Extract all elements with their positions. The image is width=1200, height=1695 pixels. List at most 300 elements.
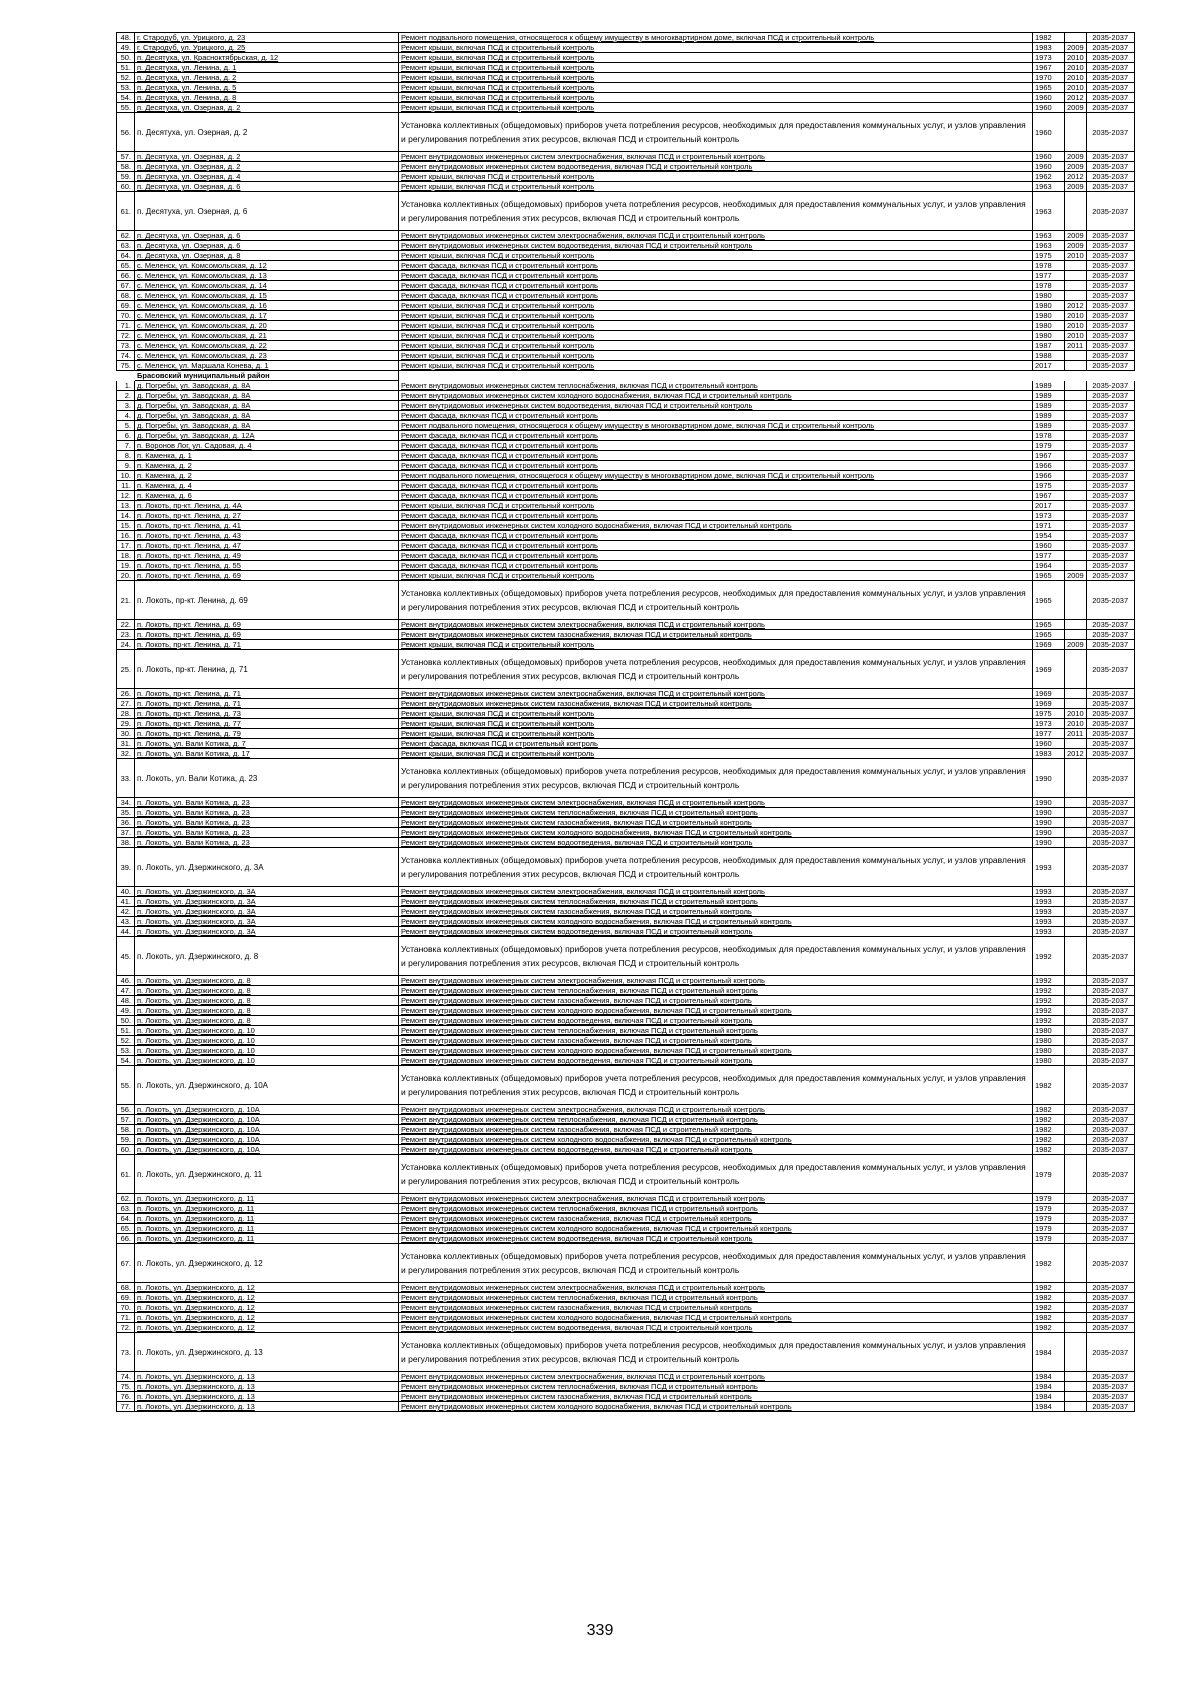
table-row bbox=[117, 501, 1135, 511]
planned-period-cell: 2035-2037 bbox=[1086, 848, 1134, 887]
planned-period-cell: 2035-2037 bbox=[1086, 640, 1134, 650]
commissioning-year-cell: 1973 bbox=[1033, 719, 1065, 729]
commissioning-year-cell: 1984 bbox=[1033, 1382, 1065, 1392]
work-type-cell: Ремонт фасада, включая ПСД и строительный контроль bbox=[399, 261, 1033, 271]
table-row bbox=[117, 491, 1135, 501]
last-repair-year-cell bbox=[1065, 1293, 1087, 1303]
address-cell: п. Локоть, ул. Дзержинского, д. 3А bbox=[135, 887, 399, 897]
row-number: 11. bbox=[117, 481, 135, 491]
commissioning-year-cell: 1965 bbox=[1033, 620, 1065, 630]
address-cell: п. Локоть, пр-кт. Ленина, д. 69 bbox=[135, 630, 399, 640]
table-row bbox=[117, 620, 1135, 630]
address-cell: п. Локоть, ул. Дзержинского, д. 10А bbox=[135, 1105, 399, 1115]
last-repair-year-cell: 2009 bbox=[1065, 43, 1087, 53]
row-number: 51. bbox=[117, 63, 135, 73]
commissioning-year-cell: 1979 bbox=[1033, 1224, 1065, 1234]
row-number: 48. bbox=[117, 33, 135, 43]
table-row bbox=[117, 897, 1135, 907]
planned-period-cell: 2035-2037 bbox=[1086, 976, 1134, 986]
row-number: 58. bbox=[117, 162, 135, 172]
work-type-cell: Ремонт внутридомовых инженерных систем холодного водоснабжения, включая ПСД и строительный контроль bbox=[399, 1224, 1033, 1234]
address-cell: п. Локоть, ул. Дзержинского, д. 8 bbox=[135, 976, 399, 986]
row-number: 17. bbox=[117, 541, 135, 551]
row-number: 34. bbox=[117, 798, 135, 808]
work-type-cell: Ремонт внутридомовых инженерных систем электроснабжения, включая ПСД и строительный контроль bbox=[399, 1105, 1033, 1115]
last-repair-year-cell bbox=[1065, 501, 1087, 511]
planned-period-cell: 2035-2037 bbox=[1086, 351, 1134, 361]
planned-period-cell: 2035-2037 bbox=[1086, 551, 1134, 561]
planned-period-cell: 2035-2037 bbox=[1086, 689, 1134, 699]
last-repair-year-cell bbox=[1065, 113, 1087, 152]
work-type-cell: Ремонт внутридомовых инженерных систем водоотведения, включая ПСД и строительный контроль bbox=[399, 838, 1033, 848]
address-cell: п. Локоть, пр-кт. Ленина, д. 73 bbox=[135, 709, 399, 719]
commissioning-year-cell: 1977 bbox=[1033, 551, 1065, 561]
planned-period-cell: 2035-2037 bbox=[1086, 491, 1134, 501]
address-cell: п. Локоть, ул. Дзержинского, д. 13 bbox=[135, 1372, 399, 1382]
planned-period-cell: 2035-2037 bbox=[1086, 729, 1134, 739]
work-type-cell bbox=[399, 371, 1033, 381]
address-cell: п. Каменка, д. 2 bbox=[135, 471, 399, 481]
row-number: 45. bbox=[117, 937, 135, 976]
address-cell: п. Локоть, ул. Вали Котика, д. 23 bbox=[135, 828, 399, 838]
planned-period-cell: 2035-2037 bbox=[1086, 1056, 1134, 1066]
table-row bbox=[117, 431, 1135, 441]
table-row bbox=[117, 1046, 1135, 1056]
table-row bbox=[117, 798, 1135, 808]
work-type-cell: Ремонт внутридомовых инженерных систем электроснабжения, включая ПСД и строительный контроль bbox=[399, 689, 1033, 699]
table-row bbox=[117, 521, 1135, 531]
last-repair-year-cell: 2012 bbox=[1065, 749, 1087, 759]
last-repair-year-cell: 2010 bbox=[1065, 719, 1087, 729]
planned-period-cell: 2035-2037 bbox=[1086, 1283, 1134, 1293]
planned-period-cell: 2035-2037 bbox=[1086, 1293, 1134, 1303]
work-type-cell: Ремонт крыши, включая ПСД и строительный контроль bbox=[399, 341, 1033, 351]
row-number: 64. bbox=[117, 251, 135, 261]
commissioning-year-cell: 1960 bbox=[1033, 152, 1065, 162]
row-number: 14. bbox=[117, 511, 135, 521]
address-cell: п. Локоть, ул. Дзержинского, д. 11 bbox=[135, 1224, 399, 1234]
planned-period-cell: 2035-2037 bbox=[1086, 907, 1134, 917]
table-row bbox=[117, 937, 1135, 976]
row-number: 7. bbox=[117, 441, 135, 451]
row-number: 2. bbox=[117, 391, 135, 401]
table-row bbox=[117, 411, 1135, 421]
table-row bbox=[117, 759, 1135, 798]
last-repair-year-cell bbox=[1065, 1066, 1087, 1105]
work-type-cell: Ремонт крыши, включая ПСД и строительный контроль bbox=[399, 571, 1033, 581]
row-number: 62. bbox=[117, 1194, 135, 1204]
commissioning-year-cell: 1978 bbox=[1033, 261, 1065, 271]
row-number: 6. bbox=[117, 431, 135, 441]
address-cell: с. Меленск, ул. Комсомольская, д. 16 bbox=[135, 301, 399, 311]
table-row bbox=[117, 976, 1135, 986]
last-repair-year-cell bbox=[1065, 1026, 1087, 1036]
work-type-cell: Ремонт внутридомовых инженерных систем холодного водоснабжения, включая ПСД и строительный контроль bbox=[399, 391, 1033, 401]
last-repair-year-cell bbox=[1065, 1313, 1087, 1323]
last-repair-year-cell bbox=[1065, 1244, 1087, 1283]
last-repair-year-cell bbox=[1065, 650, 1087, 689]
work-type-cell: Ремонт внутридомовых инженерных систем теплоснабжения, включая ПСД и строительный контроль bbox=[399, 1204, 1033, 1214]
row-number: 15. bbox=[117, 521, 135, 531]
row-number: 73. bbox=[117, 341, 135, 351]
last-repair-year-cell: 2010 bbox=[1065, 331, 1087, 341]
last-repair-year-cell bbox=[1065, 927, 1087, 937]
row-number: 65. bbox=[117, 1224, 135, 1234]
last-repair-year-cell bbox=[1065, 271, 1087, 281]
work-type-cell: Ремонт фасада, включая ПСД и строительный контроль bbox=[399, 461, 1033, 471]
work-type-cell: Ремонт внутридомовых инженерных систем электроснабжения, включая ПСД и строительный контроль bbox=[399, 1194, 1033, 1204]
commissioning-year-cell: 1979 bbox=[1033, 1204, 1065, 1214]
commissioning-year-cell: 1973 bbox=[1033, 53, 1065, 63]
address-cell: п. Локоть, ул. Дзержинского, д. 12 bbox=[135, 1313, 399, 1323]
commissioning-year-cell: 1963 bbox=[1033, 182, 1065, 192]
planned-period-cell: 2035-2037 bbox=[1086, 1402, 1134, 1412]
table-row bbox=[117, 1244, 1135, 1283]
table-row bbox=[117, 401, 1135, 411]
commissioning-year-cell: 1960 bbox=[1033, 541, 1065, 551]
address-cell: п. Локоть, ул. Дзержинского, д. 8 bbox=[135, 986, 399, 996]
table-row bbox=[117, 828, 1135, 838]
commissioning-year-cell: 1969 bbox=[1033, 699, 1065, 709]
table-row bbox=[117, 1293, 1135, 1303]
table-row bbox=[117, 818, 1135, 828]
address-cell: д. Погребы, ул. Заводская, д. 8А bbox=[135, 391, 399, 401]
commissioning-year-cell: 1978 bbox=[1033, 281, 1065, 291]
table-row bbox=[117, 341, 1135, 351]
last-repair-year-cell: 2009 bbox=[1065, 152, 1087, 162]
row-number: 48. bbox=[117, 996, 135, 1006]
work-type-cell: Ремонт внутридомовых инженерных систем водоотведения, включая ПСД и строительный контроль bbox=[399, 1016, 1033, 1026]
address-cell: п. Локоть, ул. Дзержинского, д. 3А bbox=[135, 917, 399, 927]
planned-period-cell: 2035-2037 bbox=[1086, 1392, 1134, 1402]
address-cell: п. Локоть, ул. Дзержинского, д. 10А bbox=[135, 1115, 399, 1125]
commissioning-year-cell: 1980 bbox=[1033, 1026, 1065, 1036]
work-type-cell: Ремонт подвального помещения, относящегося к общему имуществу в многоквартирном доме, включая ПСД и строительный контроль bbox=[399, 421, 1033, 431]
work-type-cell: Ремонт внутридомовых инженерных систем электроснабжения, включая ПСД и строительный контроль bbox=[399, 231, 1033, 241]
work-type-cell: Ремонт внутридомовых инженерных систем холодного водоснабжения, включая ПСД и строительный контроль bbox=[399, 828, 1033, 838]
row-number: 70. bbox=[117, 311, 135, 321]
table-row bbox=[117, 719, 1135, 729]
planned-period-cell: 2035-2037 bbox=[1086, 511, 1134, 521]
last-repair-year-cell bbox=[1065, 451, 1087, 461]
row-number: 77. bbox=[117, 1402, 135, 1412]
work-type-cell: Ремонт внутридомовых инженерных систем теплоснабжения, включая ПСД и строительный контроль bbox=[399, 1382, 1033, 1392]
work-type-cell: Ремонт подвального помещения, относящегося к общему имуществу в многоквартирном доме, включая ПСД и строительный контроль bbox=[399, 33, 1033, 43]
table-row bbox=[117, 461, 1135, 471]
table-row bbox=[117, 581, 1135, 620]
row-number: 66. bbox=[117, 1234, 135, 1244]
planned-period-cell: 2035-2037 bbox=[1086, 401, 1134, 411]
address-cell: п. Локоть, ул. Дзержинского, д. 11 bbox=[135, 1204, 399, 1214]
commissioning-year-cell: 2017 bbox=[1033, 361, 1065, 371]
work-type-cell: Ремонт крыши, включая ПСД и строительный контроль bbox=[399, 501, 1033, 511]
commissioning-year-cell: 1969 bbox=[1033, 689, 1065, 699]
last-repair-year-cell bbox=[1065, 1145, 1087, 1155]
row-number: 16. bbox=[117, 531, 135, 541]
work-type-cell: Ремонт крыши, включая ПСД и строительный контроль bbox=[399, 719, 1033, 729]
last-repair-year-cell bbox=[1065, 798, 1087, 808]
address-cell: п. Десятуха, ул. Озерная, д. 6 bbox=[135, 241, 399, 251]
table-row bbox=[117, 451, 1135, 461]
address-cell: п. Локоть, ул. Вали Котика, д. 23 bbox=[135, 798, 399, 808]
table-row bbox=[117, 1204, 1135, 1214]
row-number: 24. bbox=[117, 640, 135, 650]
row-number: 66. bbox=[117, 271, 135, 281]
commissioning-year-cell: 1993 bbox=[1033, 917, 1065, 927]
address-cell: п. Локоть, ул. Дзержинского, д. 8 bbox=[135, 996, 399, 1006]
commissioning-year-cell: 1965 bbox=[1033, 571, 1065, 581]
last-repair-year-cell bbox=[1065, 1402, 1087, 1412]
commissioning-year-cell: 1993 bbox=[1033, 897, 1065, 907]
table-row bbox=[117, 281, 1135, 291]
address-cell: п. Локоть, пр-кт. Ленина, д. 79 bbox=[135, 729, 399, 739]
row-number: 57. bbox=[117, 1115, 135, 1125]
commissioning-year-cell: 1992 bbox=[1033, 937, 1065, 976]
planned-period-cell: 2035-2037 bbox=[1086, 331, 1134, 341]
last-repair-year-cell bbox=[1065, 699, 1087, 709]
row-number: 47. bbox=[117, 986, 135, 996]
work-type-cell: Ремонт фасада, включая ПСД и строительный контроль bbox=[399, 551, 1033, 561]
planned-period-cell: 2035-2037 bbox=[1086, 1036, 1134, 1046]
table-row bbox=[117, 53, 1135, 63]
row-number bbox=[117, 371, 135, 381]
last-repair-year-cell bbox=[1065, 1135, 1087, 1145]
planned-period-cell: 2035-2037 bbox=[1086, 1105, 1134, 1115]
planned-period-cell: 2035-2037 bbox=[1086, 461, 1134, 471]
row-number: 59. bbox=[117, 172, 135, 182]
work-type-cell: Ремонт крыши, включая ПСД и строительный контроль bbox=[399, 361, 1033, 371]
last-repair-year-cell: 2010 bbox=[1065, 73, 1087, 83]
commissioning-year-cell: 1975 bbox=[1033, 709, 1065, 719]
planned-period-cell: 2035-2037 bbox=[1086, 986, 1134, 996]
address-cell: п. Локоть, ул. Дзержинского, д. 11 bbox=[135, 1214, 399, 1224]
last-repair-year-cell bbox=[1065, 1382, 1087, 1392]
planned-period-cell: 2035-2037 bbox=[1086, 93, 1134, 103]
section-title: Брасовский муниципальный район bbox=[135, 371, 399, 381]
address-cell: п. Локоть, ул. Дзержинского, д. 10 bbox=[135, 1056, 399, 1066]
planned-period-cell: 2035-2037 bbox=[1086, 281, 1134, 291]
table-row bbox=[117, 927, 1135, 937]
work-type-cell: Ремонт подвального помещения, относящегося к общему имуществу в многоквартирном доме, включая ПСД и строительный контроль bbox=[399, 471, 1033, 481]
commissioning-year-cell: 1963 bbox=[1033, 241, 1065, 251]
row-number: 31. bbox=[117, 739, 135, 749]
commissioning-year-cell: 1982 bbox=[1033, 1283, 1065, 1293]
work-type-cell: Ремонт крыши, включая ПСД и строительный контроль bbox=[399, 73, 1033, 83]
work-type-cell: Ремонт крыши, включая ПСД и строительный контроль bbox=[399, 63, 1033, 73]
work-type-cell: Ремонт внутридомовых инженерных систем водоотведения, включая ПСД и строительный контроль bbox=[399, 162, 1033, 172]
table-row bbox=[117, 63, 1135, 73]
planned-period-cell: 2035-2037 bbox=[1086, 838, 1134, 848]
last-repair-year-cell bbox=[1065, 431, 1087, 441]
table-row bbox=[117, 441, 1135, 451]
address-cell: п. Локоть, ул. Дзержинского, д. 10 bbox=[135, 1046, 399, 1056]
work-type-cell: Ремонт крыши, включая ПСД и строительный контроль bbox=[399, 182, 1033, 192]
table-row bbox=[117, 986, 1135, 996]
commissioning-year-cell: 1960 bbox=[1033, 739, 1065, 749]
work-type-cell: Ремонт крыши, включая ПСД и строительный контроль bbox=[399, 729, 1033, 739]
planned-period-cell: 2035-2037 bbox=[1086, 301, 1134, 311]
work-type-cell: Установка коллективных (общедомовых) приборов учета потребления ресурсов, необходимых для предоставления коммунальных услуг, и узлов управления и регулирования потребления этих ресурсов, включая ПСД и строительный контроль bbox=[399, 192, 1033, 231]
commissioning-year-cell: 1982 bbox=[1033, 1244, 1065, 1283]
planned-period-cell: 2035-2037 bbox=[1086, 431, 1134, 441]
planned-period-cell: 2035-2037 bbox=[1086, 1313, 1134, 1323]
planned-period-cell: 2035-2037 bbox=[1086, 1006, 1134, 1016]
planned-period-cell: 2035-2037 bbox=[1086, 798, 1134, 808]
table-row bbox=[117, 1372, 1135, 1382]
planned-period-cell: 2035-2037 bbox=[1086, 1303, 1134, 1313]
address-cell: п. Локоть, ул. Вали Котика, д. 23 bbox=[135, 808, 399, 818]
commissioning-year-cell: 1971 bbox=[1033, 521, 1065, 531]
address-cell: п. Десятуха, ул. Озерная, д. 8 bbox=[135, 251, 399, 261]
commissioning-year-cell: 1993 bbox=[1033, 887, 1065, 897]
work-type-cell: Ремонт внутридомовых инженерных систем электроснабжения, включая ПСД и строительный контроль bbox=[399, 798, 1033, 808]
planned-period-cell: 2035-2037 bbox=[1086, 53, 1134, 63]
commissioning-year-cell: 1984 bbox=[1033, 1402, 1065, 1412]
table-row bbox=[117, 481, 1135, 491]
row-number: 61. bbox=[117, 1155, 135, 1194]
row-number: 46. bbox=[117, 976, 135, 986]
table-row bbox=[117, 531, 1135, 541]
work-type-cell: Ремонт внутридомовых инженерных систем газоснабжения, включая ПСД и строительный контроль bbox=[399, 996, 1033, 1006]
address-cell: с. Меленск, ул. Комсомольская, д. 14 bbox=[135, 281, 399, 291]
last-repair-year-cell: 2009 bbox=[1065, 103, 1087, 113]
address-cell: п. Локоть, ул. Дзержинского, д. 3А bbox=[135, 907, 399, 917]
planned-period-cell: 2035-2037 bbox=[1086, 1204, 1134, 1214]
table-row bbox=[117, 351, 1135, 361]
row-number: 73. bbox=[117, 1333, 135, 1372]
row-number: 5. bbox=[117, 421, 135, 431]
work-type-cell: Ремонт внутридомовых инженерных систем электроснабжения, включая ПСД и строительный контроль bbox=[399, 1372, 1033, 1382]
commissioning-year-cell: 1983 bbox=[1033, 749, 1065, 759]
planned-period-cell: 2035-2037 bbox=[1086, 321, 1134, 331]
table-row bbox=[117, 33, 1135, 43]
row-number: 52. bbox=[117, 73, 135, 83]
commissioning-year-cell: 1982 bbox=[1033, 1293, 1065, 1303]
planned-period-cell: 2035-2037 bbox=[1086, 1155, 1134, 1194]
last-repair-year-cell bbox=[1065, 491, 1087, 501]
work-type-cell: Ремонт фасада, включая ПСД и строительный контроль bbox=[399, 541, 1033, 551]
last-repair-year-cell: 2011 bbox=[1065, 729, 1087, 739]
address-cell: п. Локоть, ул. Дзержинского, д. 13 bbox=[135, 1402, 399, 1412]
row-number: 29. bbox=[117, 719, 135, 729]
planned-period-cell: 2035-2037 bbox=[1086, 897, 1134, 907]
address-cell: п. Локоть, пр-кт. Ленина, д. 4А bbox=[135, 501, 399, 511]
row-number: 30. bbox=[117, 729, 135, 739]
row-number: 64. bbox=[117, 1214, 135, 1224]
address-cell: п. Десятуха, ул. Красноктябрьская, д. 12 bbox=[135, 53, 399, 63]
row-number: 26. bbox=[117, 689, 135, 699]
last-repair-year-cell bbox=[1065, 986, 1087, 996]
table-row bbox=[117, 241, 1135, 251]
last-repair-year-cell bbox=[1065, 1046, 1087, 1056]
last-repair-year-cell bbox=[1065, 1234, 1087, 1244]
work-type-cell: Ремонт внутридомовых инженерных систем электроснабжения, включая ПСД и строительный контроль bbox=[399, 887, 1033, 897]
address-cell: п. Воронов Лог, ул. Садовая, д. 4 bbox=[135, 441, 399, 451]
last-repair-year-cell bbox=[1065, 391, 1087, 401]
address-cell: п. Десятуха, ул. Озерная, д. 2 bbox=[135, 113, 399, 152]
last-repair-year-cell bbox=[1065, 1036, 1087, 1046]
table-row bbox=[117, 1382, 1135, 1392]
address-cell: п. Локоть, пр-кт. Ленина, д. 69 bbox=[135, 620, 399, 630]
last-repair-year-cell bbox=[1065, 1006, 1087, 1016]
work-type-cell: Ремонт крыши, включая ПСД и строительный контроль bbox=[399, 640, 1033, 650]
last-repair-year-cell: 2010 bbox=[1065, 311, 1087, 321]
table-row bbox=[117, 331, 1135, 341]
work-type-cell: Ремонт внутридомовых инженерных систем теплоснабжения, включая ПСД и строительный контроль bbox=[399, 381, 1033, 391]
commissioning-year-cell: 1980 bbox=[1033, 311, 1065, 321]
row-number: 51. bbox=[117, 1026, 135, 1036]
last-repair-year-cell bbox=[1065, 441, 1087, 451]
last-repair-year-cell bbox=[1065, 937, 1087, 976]
row-number: 59. bbox=[117, 1135, 135, 1145]
work-type-cell: Ремонт внутридомовых инженерных систем холодного водоснабжения, включая ПСД и строительный контроль bbox=[399, 521, 1033, 531]
work-type-cell: Ремонт крыши, включая ПСД и строительный контроль bbox=[399, 321, 1033, 331]
planned-period-cell: 2035-2037 bbox=[1086, 182, 1134, 192]
address-cell: п. Локоть, пр-кт. Ленина, д. 71 bbox=[135, 689, 399, 699]
address-cell: п. Локоть, ул. Дзержинского, д. 8 bbox=[135, 1016, 399, 1026]
commissioning-year-cell: 1989 bbox=[1033, 411, 1065, 421]
work-type-cell: Ремонт внутридомовых инженерных систем газоснабжения, включая ПСД и строительный контроль bbox=[399, 818, 1033, 828]
commissioning-year-cell: 1973 bbox=[1033, 511, 1065, 521]
planned-period-cell: 2035-2037 bbox=[1086, 808, 1134, 818]
table-row bbox=[117, 321, 1135, 331]
work-type-cell: Ремонт крыши, включая ПСД и строительный контроль bbox=[399, 331, 1033, 341]
commissioning-year-cell: 1993 bbox=[1033, 927, 1065, 937]
row-number: 20. bbox=[117, 571, 135, 581]
planned-period-cell: 2035-2037 bbox=[1086, 828, 1134, 838]
row-number: 50. bbox=[117, 53, 135, 63]
planned-period-cell: 2035-2037 bbox=[1086, 73, 1134, 83]
commissioning-year-cell: 1992 bbox=[1033, 996, 1065, 1006]
planned-period-cell: 2035-2037 bbox=[1086, 749, 1134, 759]
last-repair-year-cell bbox=[1065, 1392, 1087, 1402]
work-type-cell: Ремонт внутридомовых инженерных систем теплоснабжения, включая ПСД и строительный контроль bbox=[399, 1115, 1033, 1125]
commissioning-year-cell: 1982 bbox=[1033, 1115, 1065, 1125]
last-repair-year-cell: 2009 bbox=[1065, 231, 1087, 241]
work-type-cell: Установка коллективных (общедомовых) приборов учета потребления ресурсов, необходимых для предоставления коммунальных услуг, и узлов управления и регулирования потребления этих ресурсов, включая ПСД и строительный контроль bbox=[399, 1333, 1033, 1372]
row-number: 25. bbox=[117, 650, 135, 689]
planned-period-cell: 2035-2037 bbox=[1086, 1046, 1134, 1056]
table-row bbox=[117, 103, 1135, 113]
commissioning-year-cell: 1982 bbox=[1033, 1323, 1065, 1333]
row-number: 71. bbox=[117, 321, 135, 331]
commissioning-year-cell: 1990 bbox=[1033, 808, 1065, 818]
last-repair-year-cell bbox=[1065, 511, 1087, 521]
last-repair-year-cell bbox=[1065, 371, 1087, 381]
work-type-cell: Ремонт крыши, включая ПСД и строительный контроль bbox=[399, 53, 1033, 63]
address-cell: с. Меленск, ул. Комсомольская, д. 17 bbox=[135, 311, 399, 321]
work-type-cell: Установка коллективных (общедомовых) приборов учета потребления ресурсов, необходимых для предоставления коммунальных услуг, и узлов управления и регулирования потребления этих ресурсов, включая ПСД и строительный контроль bbox=[399, 1066, 1033, 1105]
row-number: 58. bbox=[117, 1125, 135, 1135]
address-cell: п. Локоть, ул. Дзержинского, д. 10А bbox=[135, 1135, 399, 1145]
commissioning-year-cell: 1969 bbox=[1033, 640, 1065, 650]
row-number: 62. bbox=[117, 231, 135, 241]
last-repair-year-cell bbox=[1065, 1303, 1087, 1313]
row-number: 32. bbox=[117, 749, 135, 759]
planned-period-cell: 2035-2037 bbox=[1086, 103, 1134, 113]
work-type-cell: Ремонт внутридомовых инженерных систем водоотведения, включая ПСД и строительный контроль bbox=[399, 1056, 1033, 1066]
table-row bbox=[117, 113, 1135, 152]
last-repair-year-cell bbox=[1065, 421, 1087, 431]
work-type-cell: Ремонт внутридомовых инженерных систем газоснабжения, включая ПСД и строительный контроль bbox=[399, 630, 1033, 640]
planned-period-cell: 2035-2037 bbox=[1086, 996, 1134, 1006]
address-cell: п. Локоть, ул. Дзержинского, д. 12 bbox=[135, 1303, 399, 1313]
last-repair-year-cell bbox=[1065, 739, 1087, 749]
commissioning-year-cell: 1963 bbox=[1033, 192, 1065, 231]
planned-period-cell: 2035-2037 bbox=[1086, 421, 1134, 431]
address-cell: д. Погребы, ул. Заводская, д. 8А bbox=[135, 411, 399, 421]
row-number: 27. bbox=[117, 699, 135, 709]
